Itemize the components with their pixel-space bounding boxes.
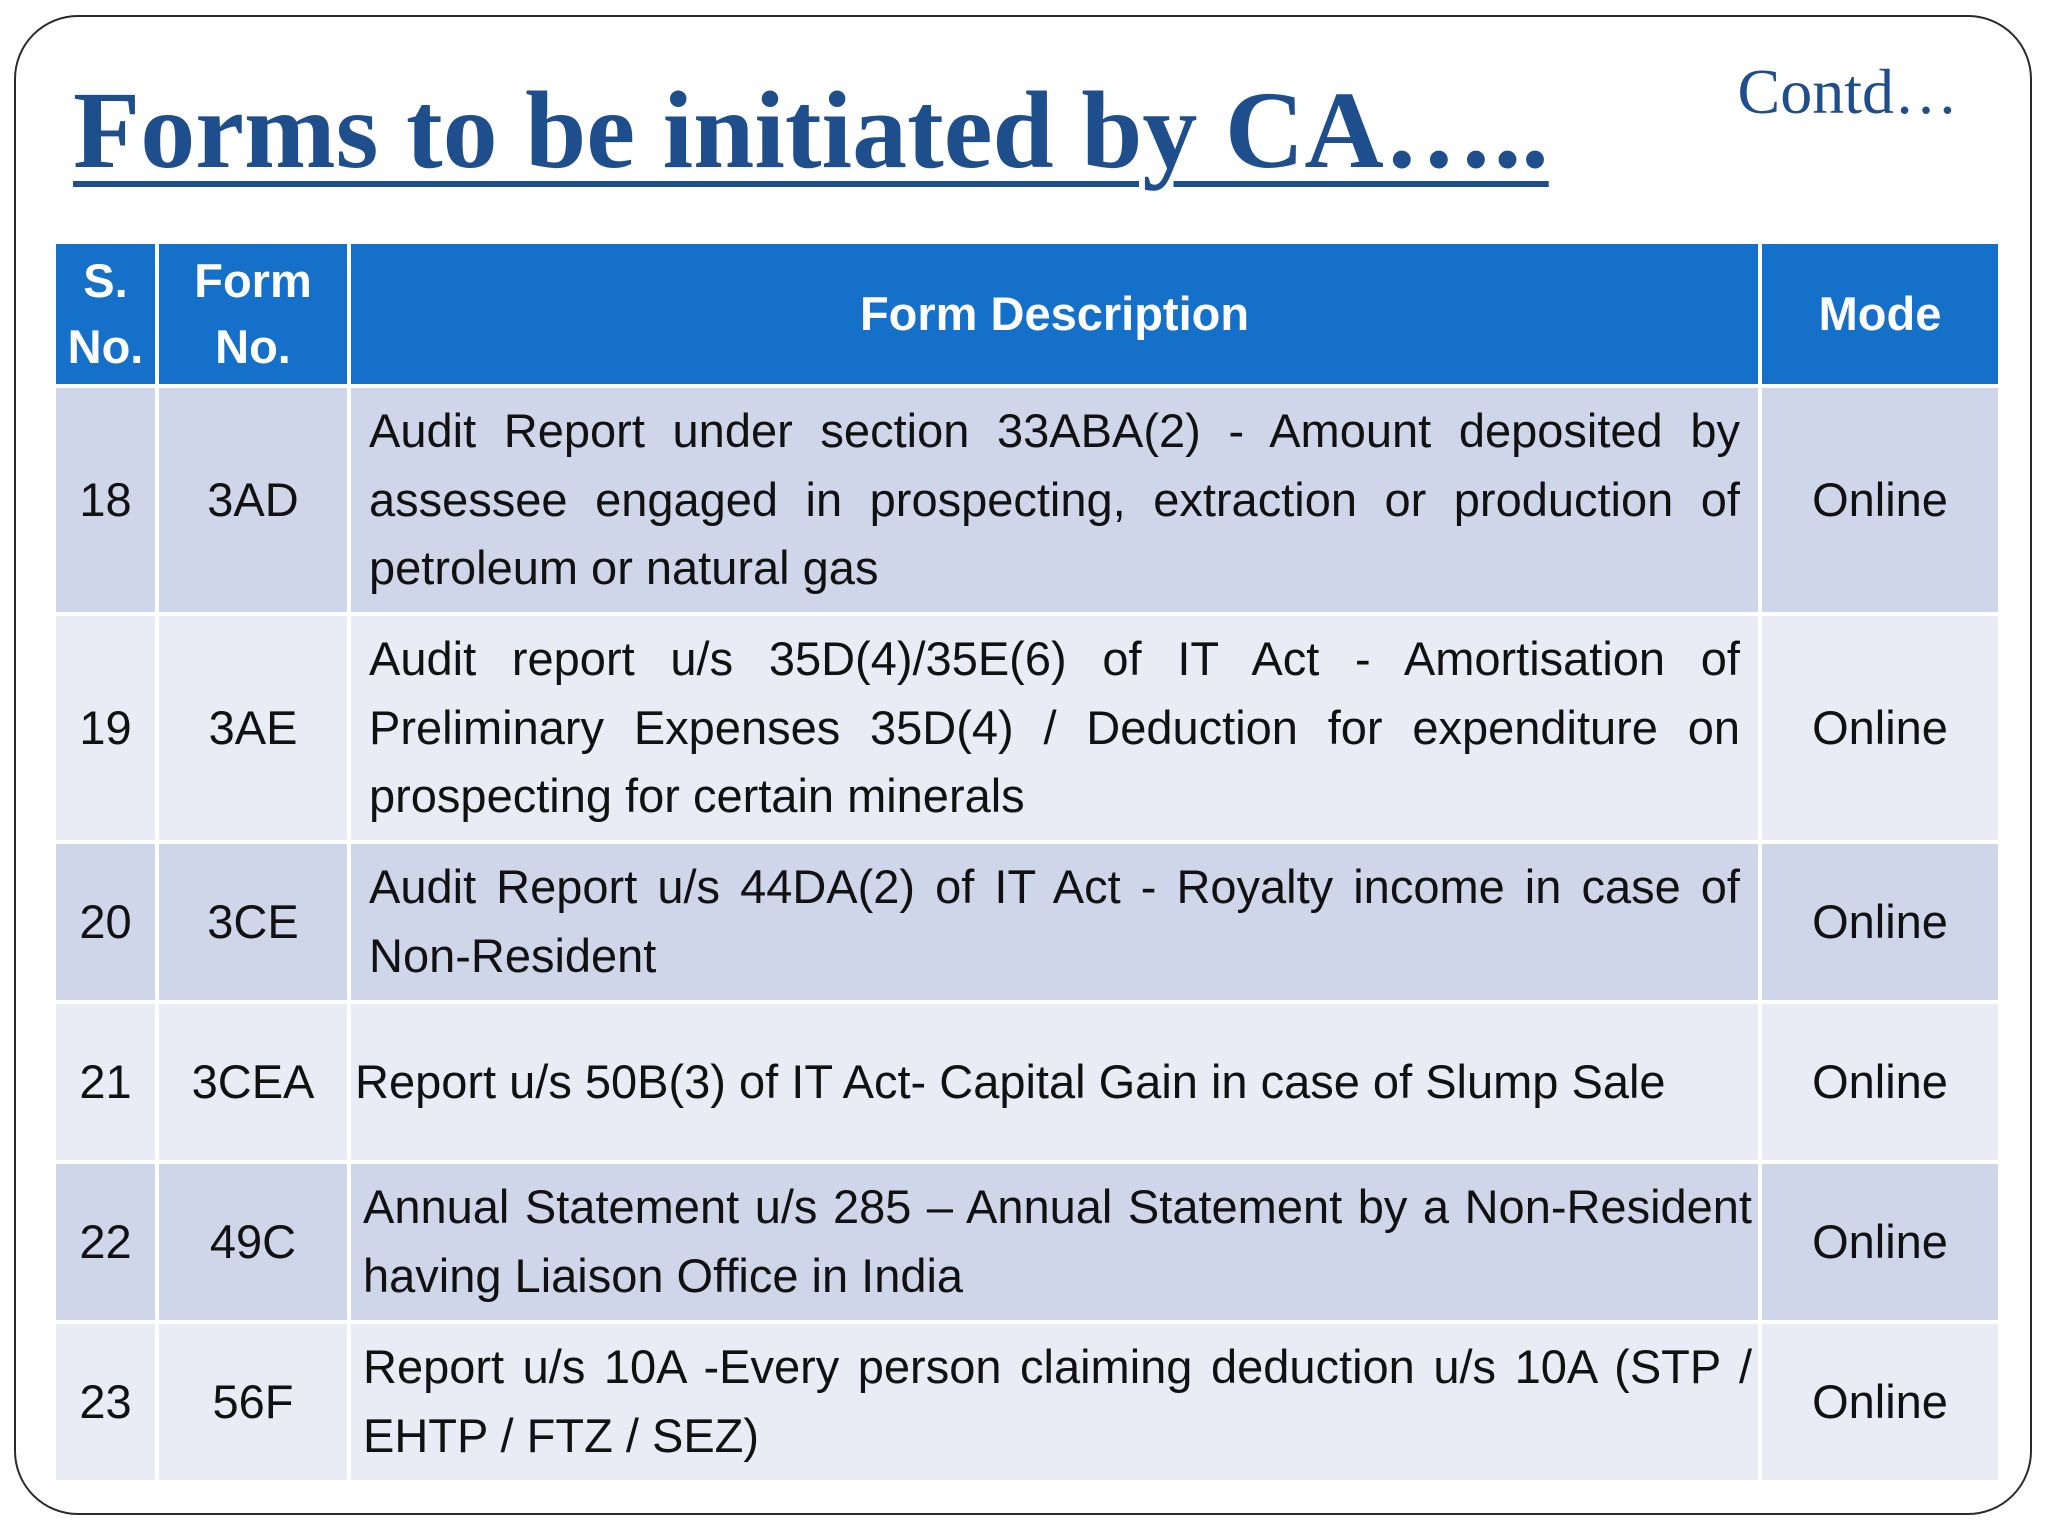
cell-form-no: 49C [157, 1162, 349, 1322]
header-sno: S. No. [54, 242, 157, 386]
cell-sno: 22 [54, 1162, 157, 1322]
table-row [54, 842, 2000, 1002]
cell-form-no: 3AD [157, 386, 349, 614]
header-form-no: Form No. [157, 242, 349, 386]
cell-form-no: 3AE [157, 614, 349, 842]
cell-description: Annual Statement u/s 285 – Annual Statement by a Non-Resident having Liaison Office in India [349, 1162, 1760, 1322]
table-row [54, 1162, 2000, 1322]
table-row [54, 386, 2000, 614]
header-description: Form Description [349, 242, 1760, 386]
forms-table [52, 240, 2002, 1484]
cell-mode: Online [1760, 1162, 2000, 1322]
cell-form-no: 3CEA [157, 1002, 349, 1162]
slide-title: Forms to be initiated by CA….. [73, 69, 1549, 191]
cell-description: Report u/s 50B(3) of IT Act- Capital Gain in case of Slump Sale [349, 1002, 1760, 1162]
cell-mode: Online [1760, 614, 2000, 842]
cell-form-no: 56F [157, 1322, 349, 1482]
cell-mode: Online [1760, 1322, 2000, 1482]
cell-description: Audit Report u/s 44DA(2) of IT Act - Royalty income in case of Non-Resident [349, 842, 1760, 1002]
table-header-row [54, 242, 2000, 386]
cell-mode: Online [1760, 386, 2000, 614]
cell-sno: 23 [54, 1322, 157, 1482]
table-row [54, 1322, 2000, 1482]
table-row [54, 1002, 2000, 1162]
contd-label: Contd… [1737, 56, 1958, 127]
cell-sno: 19 [54, 614, 157, 842]
table-row [54, 614, 2000, 842]
cell-description: Report u/s 10A -Every person claiming deduction u/s 10A (STP / EHTP / FTZ / SEZ) [349, 1322, 1760, 1482]
cell-form-no: 3CE [157, 842, 349, 1002]
header-mode: Mode [1760, 242, 2000, 386]
cell-description: Audit Report under section 33ABA(2) - Amount deposited by assessee engaged in prospecting, extraction or production of petroleum or natural gas [349, 386, 1760, 614]
cell-sno: 18 [54, 386, 157, 614]
cell-description: Audit report u/s 35D(4)/35E(6) of IT Act - Amortisation of Preliminary Expenses 35D(4) / Deduction for expenditure on prospecting for certain minerals [349, 614, 1760, 842]
cell-mode: Online [1760, 842, 2000, 1002]
cell-sno: 20 [54, 842, 157, 1002]
cell-mode: Online [1760, 1002, 2000, 1162]
cell-sno: 21 [54, 1002, 157, 1162]
